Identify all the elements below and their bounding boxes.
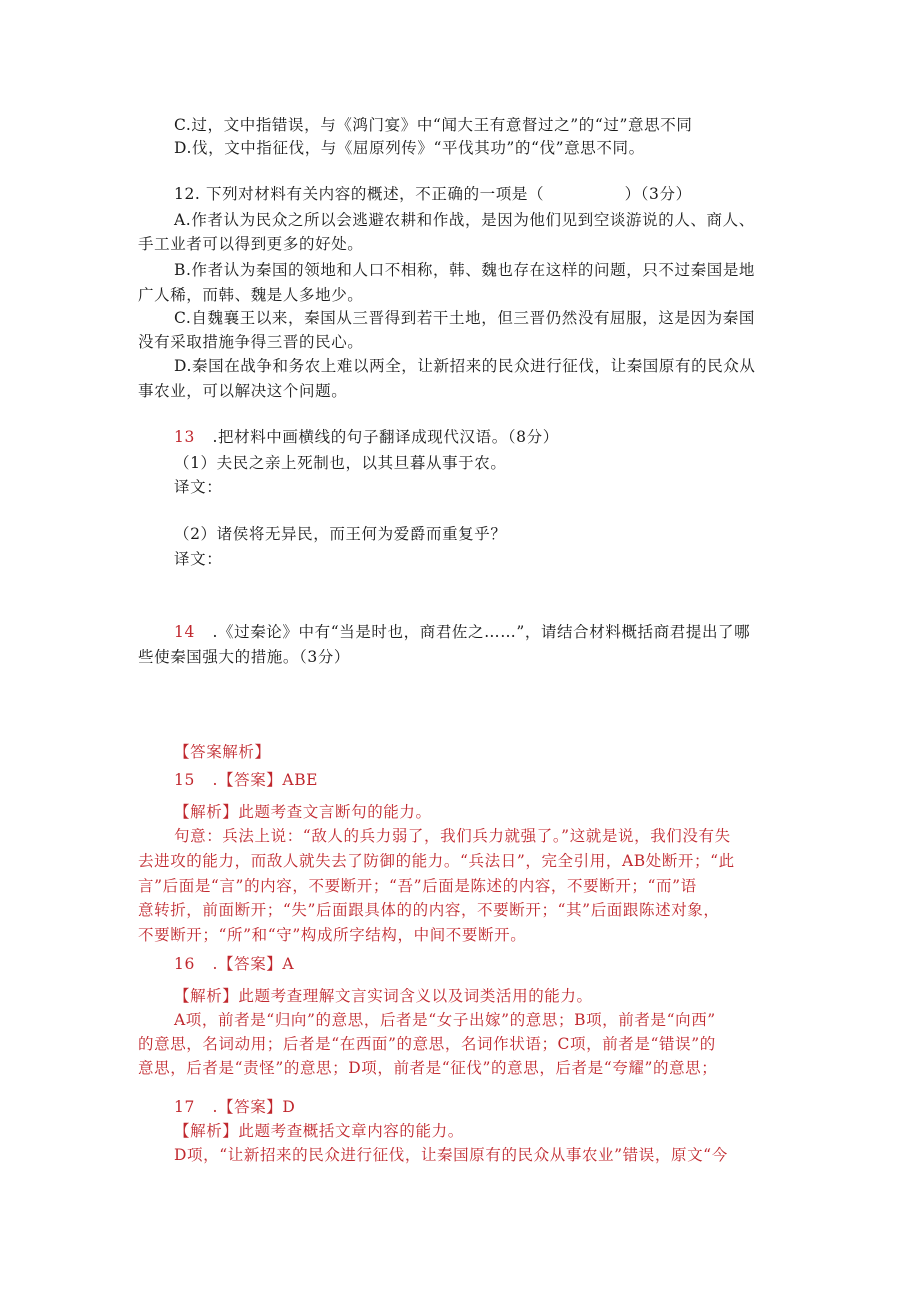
a15-line3: 言”后面是“言”的内容，不要断开；“吾”后面是陈述的内容，不要断开；“而”语 — [138, 877, 697, 895]
a16-number: 16 — [174, 955, 195, 973]
q12-option-b-line1: B.作者认为秦国的领地和人口不相称，韩、魏也存在这样的问题，只不过秦国是地 — [174, 261, 756, 279]
a15-line2: 去进攻的能力，而敌人就失去了防御的能力。“兵法日”，完全引用，AB处断开；“此 — [138, 852, 735, 870]
q14-line1 — [174, 621, 750, 643]
q12-option-c-line1: C.自魏襄王以来，秦国从三晋得到若干土地，但三晋仍然没有屈服，这是因为秦国 — [174, 309, 755, 327]
a16-answer — [174, 953, 294, 975]
a15-line4: 意转折，前面断开；“失”后面跟具体的的内容，不要断开；“其”后面跟陈述对象， — [138, 901, 720, 919]
a16-line1: A项，前者是“归向”的意思，后者是“女子出嫁”的意思；B项，前者是“向西” — [174, 1011, 716, 1029]
a17-line1: D项，“让新招来的民众进行征伐，让秦国原有的民众从事农业”错误，原文“今 — [174, 1146, 728, 1164]
a15-number: 15 — [174, 771, 195, 789]
a17-answer-text: .【答案】D — [212, 1098, 296, 1116]
a16-answer-text: .【答案】A — [212, 955, 295, 973]
q13-heading — [174, 426, 559, 448]
a15-answer — [174, 769, 318, 791]
a16-line2: 的意思，名词动用；后者是“在西面”的意思，名词作状语；C项，前者是“错误”的 — [138, 1035, 716, 1053]
q14-line2: 些使秦国强大的措施。（3分） — [138, 648, 351, 666]
q12-option-b-line2: 广人稀，而韩、魏是人多地少。 — [138, 286, 364, 304]
q11-option-d: D.伐，文中指征伐，与《屈原列传》“平伐其功”的“伐”意思不同。 — [174, 139, 645, 157]
a15-line5: 不要断开；“所”和“守”构成所字结构，中间不要断开。 — [138, 926, 527, 944]
q12-option-d-line1: D.秦国在战争和务农上难以两全，让新招来的民众进行征伐，让秦国原有的民众从 — [174, 357, 756, 375]
answer-heading: 【答案解析】 — [174, 743, 271, 761]
a15-explanation: 【解析】此题考查文言断句的能力。 — [174, 803, 432, 821]
q11-option-c: C.过，文中指错误，与《鸿门宴》中“闻大王有意督过之”的“过”意思不同 — [174, 116, 693, 134]
q13-sentence-1: （1）夫民之亲上死制也，以其旦暮从事于农。 — [174, 454, 507, 472]
q12-option-c-line2: 没有采取措施争得三晋的民心。 — [138, 333, 364, 351]
q13-translation-label-1: 译文： — [174, 478, 223, 496]
q12-option-a-line2: 手工业者可以得到更多的好处。 — [138, 235, 364, 253]
q14-stem: .《过秦论》中有“当是时也，商君佐之……”，请结合材料概括商君提出了哪 — [212, 623, 751, 641]
a15-answer-text: .【答案】ABE — [212, 771, 319, 789]
q12-option-d-line2: 事农业，可以解决这个问题。 — [138, 382, 348, 400]
q13-sentence-2: （2）诸侯将无异民，而王何为爱爵而重复乎？ — [174, 525, 507, 543]
q12-stem: 12. 下列对材料有关内容的概述，不正确的一项是（ ）（3分） — [174, 185, 692, 203]
a17-number: 17 — [174, 1098, 195, 1116]
a16-explanation: 【解析】此题考查理解文言实词含义以及词类活用的能力。 — [174, 987, 593, 1005]
a17-answer — [174, 1096, 295, 1118]
a17-explanation: 【解析】此题考查概括文章内容的能力。 — [174, 1122, 464, 1140]
q12-option-a-line1: A.作者认为民众之所以会逃避农耕和作战，是因为他们见到空谈游说的人、商人、 — [174, 211, 755, 229]
q13-translation-label-2: 译文： — [174, 550, 223, 568]
q14-number: 14 — [174, 623, 195, 641]
a15-line1: 句意：兵法上说：“敌人的兵力弱了，我们兵力就强了。”这就是说，我们没有失 — [174, 827, 731, 845]
q13-stem: .把材料中画横线的句子翻译成现代汉语。（8分） — [212, 428, 559, 446]
a16-line3: 意思，后者是“责怪”的意思；D项，前者是“征伐”的意思，后者是“夸耀”的意思； — [138, 1059, 718, 1077]
q13-number: 13 — [174, 428, 195, 446]
